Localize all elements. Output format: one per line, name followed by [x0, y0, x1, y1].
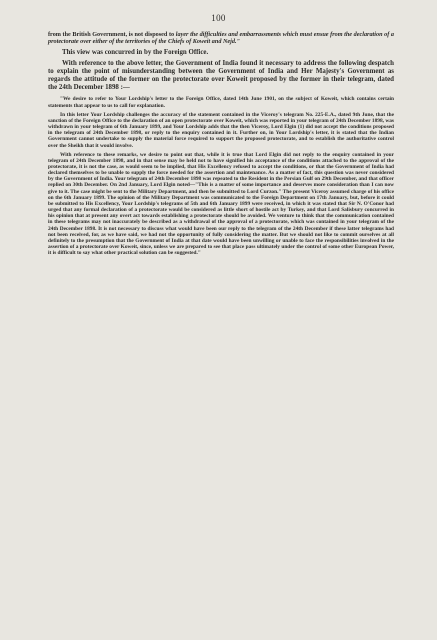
despatch-quote-opening: "We desire to refer to Your Lordship's letter to the Foreign Office, dated 14th June 1901, on the subject of Koweit, which contains certain statements that appear to us to call for explanation.	[48, 96, 394, 109]
page-number: 100	[211, 13, 226, 23]
despatch-quote-paragraph-3: With reference to these remarks, we desire to point out that, while it is true that Lord Elgin did not reply to the enquiry contained in your telegram of 24th December 1898, and in that sense may be held not to have signified his acceptance of the conditions attached to the approval of the protectorate, it is not the case, as would seem to be implied, that His Excellency refused to accept the conditions, or that the Government of India had declared themselves to be unable to supply the force needed for the assertion and maintenance. As a matter of fact, this question was never considered by the Government of India. Your telegram of 24th December 1898 was repeated to the Resident in the Persian Gulf on 29th December, and that officer replied on 30th December. On 2nd January, Lord Elgin noted—"This is a matter of some importance and deserves more consideration than I can now give to it. The case might be sent to the Military Department, and then be submitted to Lord Curzon." The present Viceroy assumed charge of his office on the 6th January 1899. The opinion of the Military Department was communicated to the Foreign Department on 17th January, but, before it could be submitted to His Excellency, Your Lordship's telegrams of 5th and 6th January 1899 were received, in which it was stated that Sir N. O'Conor had urged that any formal declaration of a protectorate would be considered as little short of hostile act by Turkey, and that Lord Salisbury concurred in his opinion that at present any overt act towards establishing a protectorate should be avoided. We venture to think that the communication contained in these telegrams may not inaccurately be described as a withdrawal of the approval of a protectorate, which was contained in your telegram of the 24th December 1898. It is not necessary to discuss what would have been our reply to the telegram of the 24th December if these latter telegrams had not been received, for, as we have said, we had not the opportunity of fully considering the matter. But we should not like to commit ourselves at all definitely to the presumption that the Government of India at that date would have been unwilling or unable to face the responsibilities involved in the assertion of a protectorate over Koweit, since, unless we are prepared to see that place pass ultimately under the control of some other European Power, it is difficult to say what other practical solution can be suggested."	[48, 151, 394, 257]
despatch-quote-paragraph-2: In this letter Your Lordship challenges the accuracy of the statement contained in the Viceroy's telegram No. 225-E.A., dated 9th June, that the sanction of the Foreign Office to the declaration of an open protectorate over Koweit, which was reported in your telegram of 24th December 1898, was withdrawn in your telegram of 6th January 1899, and Your Lordship adds that the then Viceroy, Lord Elgin (1) did not accept the conditions proposed in the telegram of 24th December 1898, or reply to the enquiry contained in it. Further on, in Your Lordship's letter, it is stated that the Indian Government cannot undertake to supply the material force required to support the proposed protectorate, and to establish the authoritative control over the Sheikh that it would involve.	[48, 111, 394, 149]
lead-italic-text: layer the difficulties and embarrassments which must ensue from the declaration of a protectorate over either of the territories of the Chiefs of Koweit and Nejd."	[48, 31, 394, 46]
despatch-intro-paragraph: With reference to the above letter, the Government of India found it necessary to address the following despatch to explain the point of misunderstanding between the Government of India and Her Majesty's Government as regards the attitude of the former on the protectorate over Koweit proposed by the former in their telegram, dated the 24th December 1898 :—	[48, 60, 394, 92]
lead-paragraph	[48, 31, 394, 45]
concurrence-statement: This view was concurred in by the Foreign Office.	[62, 49, 209, 57]
lead-text: from the British Government, is not disposed to	[48, 31, 175, 38]
text-column	[48, 31, 394, 256]
